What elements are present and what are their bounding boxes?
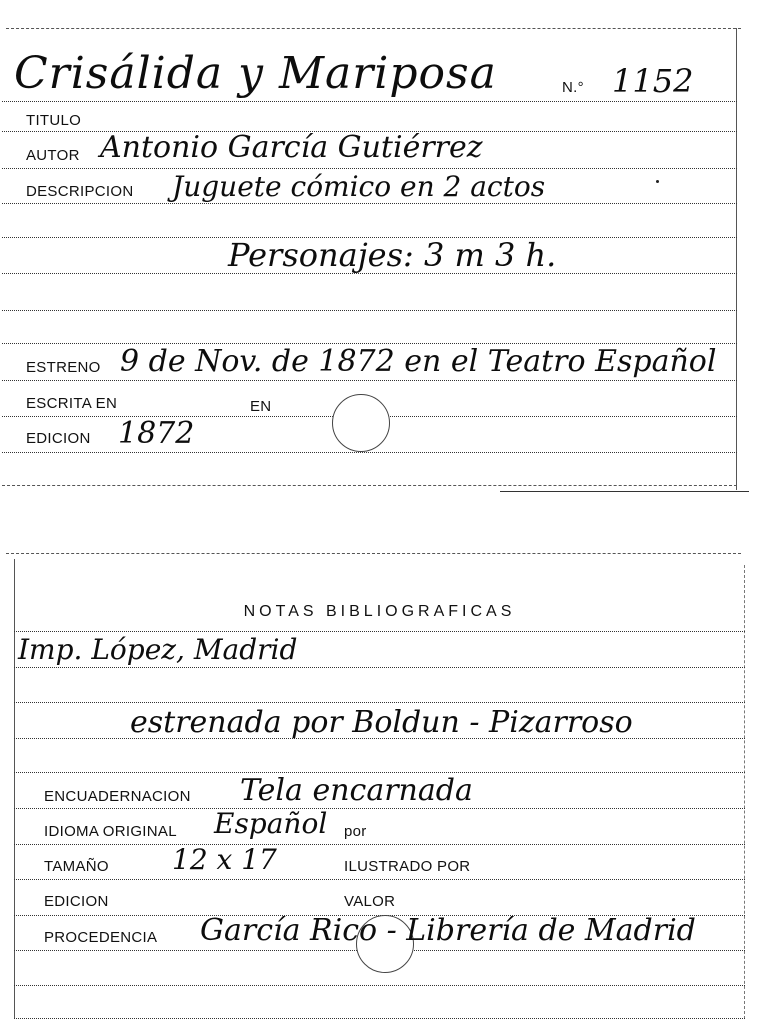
card-top-edge — [6, 28, 741, 29]
ruled-line — [14, 702, 745, 703]
valor-label: VALOR — [344, 893, 396, 910]
ruled-line — [2, 168, 737, 169]
encuadernacion-label: ENCUADERNACION — [44, 788, 191, 805]
ruled-line — [2, 203, 737, 204]
notas-heading: NOTAS BIBLIOGRAFICAS — [243, 603, 516, 620]
ruled-line — [14, 1018, 745, 1019]
tamano-value: 12 x 17 — [172, 843, 277, 876]
ink-dot — [656, 180, 659, 183]
card-top-edge — [6, 553, 741, 554]
ruled-line — [2, 101, 737, 102]
ilustrado-label: ILUSTRADO POR — [344, 858, 471, 875]
descripcion-label: DESCRIPCION — [26, 183, 134, 200]
escrita-en-label: ESCRITA EN — [26, 395, 118, 412]
ruled-line — [14, 844, 745, 845]
procedencia-label: PROCEDENCIA — [44, 929, 158, 946]
ruled-line — [14, 667, 745, 668]
idioma-value: Español — [214, 807, 328, 840]
descripcion-value: Juguete cómico en 2 actos — [172, 170, 546, 203]
por-label: por — [344, 823, 367, 840]
ruled-line — [14, 879, 745, 880]
tamano-label: TAMAÑO — [44, 858, 109, 875]
estreno-value: 9 de Nov. de 1872 en el Teatro Español — [120, 344, 717, 379]
idioma-label: IDIOMA ORIGINAL — [44, 823, 177, 840]
ruled-line — [14, 985, 745, 986]
edicion-label: EDICION — [26, 430, 91, 447]
edicion-value: 1872 — [118, 416, 195, 451]
procedencia-value: García Rico - Librería de Madrid — [200, 913, 696, 948]
encuadernacion-value: Tela encarnada — [240, 773, 473, 808]
titulo-label: TITULO — [26, 112, 82, 129]
estreno-label: ESTRENO — [26, 359, 101, 376]
catalog-card-back — [0, 545, 759, 1028]
autor-label: AUTOR — [26, 147, 80, 164]
ruled-line — [2, 380, 737, 381]
autor-value: Antonio García Gutiérrez — [100, 130, 483, 165]
ruled-line — [2, 452, 737, 453]
en-label: EN — [250, 398, 272, 415]
card-bottom-rule — [500, 491, 749, 492]
title-value: Crisálida y Mariposa — [14, 48, 497, 99]
personajes-value: Personajes: 3 m 3 h. — [228, 236, 557, 274]
notes-line-1: Imp. López, Madrid — [18, 633, 298, 666]
number-value: 1152 — [612, 62, 694, 100]
edicion-label: EDICION — [44, 893, 109, 910]
ruled-line — [14, 808, 745, 809]
ruled-line — [2, 310, 737, 311]
punch-hole — [332, 394, 390, 452]
catalog-card-front — [0, 0, 759, 500]
ruled-line — [14, 631, 745, 632]
card-right-edge — [736, 28, 737, 490]
number-label: N.° — [562, 79, 584, 96]
notes-line-2: estrenada por Boldun - Pizarroso — [130, 705, 633, 740]
card-bottom-edge — [2, 485, 737, 486]
